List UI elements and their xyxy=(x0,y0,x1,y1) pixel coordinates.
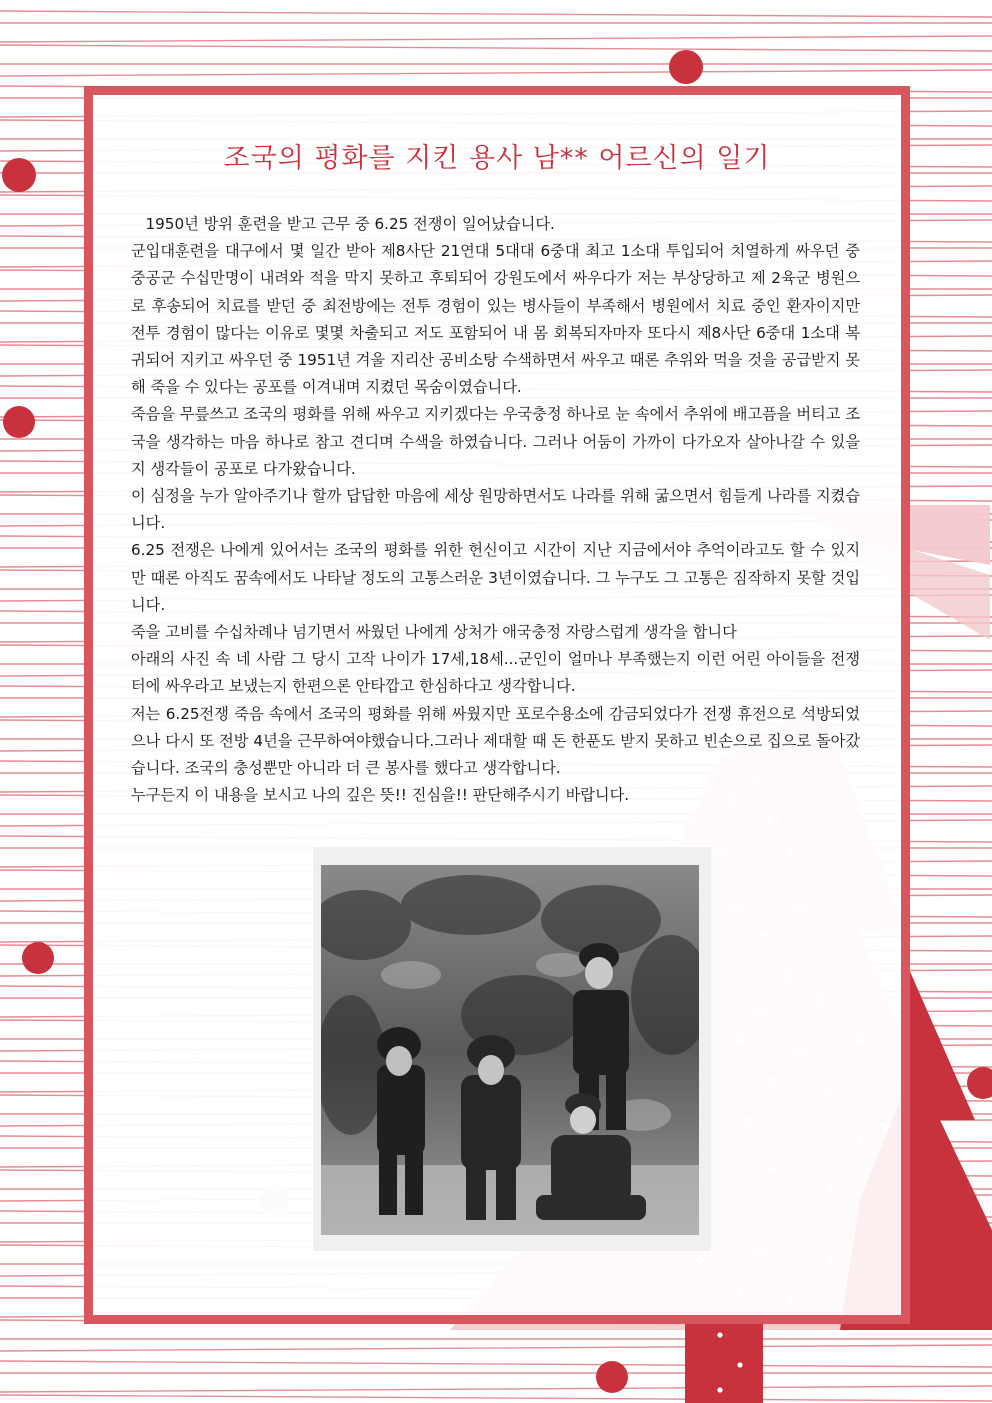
paragraph: 6.25 전쟁은 나에게 있어서는 조국의 평화를 위한 헌신이고 시간이 지난 지금에서야 추억이라고도 할 수 있지만 때론 아직도 꿈속에서도 나타날 정도의 고통스러운 3년이였습니다. 그 누구도 그 고통은 짐작하지 못할 것입니다. xyxy=(131,541,860,614)
paragraph: 죽음을 무릎쓰고 조국의 평화를 위해 싸우고 지키겠다는 우국충정 하나로 눈 속에서 추위에 배고픔을 버티고 조국을 생각하는 마음 하나로 참고 견디며 수색을 하였습니다. 그러나 어둠이 가까이 다가오자 살아나갈 수 있을지 생각들이 공포로 다가왔습니다. xyxy=(131,405,860,478)
soldiers-photo xyxy=(313,847,711,1251)
background-stripe xyxy=(0,1395,992,1401)
paragraph: 누구든지 이 내용을 보시고 나의 깊은 뜻!! 진심을!! 판단해주시기 바랍니다. xyxy=(131,786,630,805)
paragraph: 군입대훈련을 대구에서 몇 일간 받아 제8사단 21연대 5대대 6중대 최고 1소대 투입되어 치열하게 싸우던 중 중공군 수십만명이 내려와 적을 막지 못하고 후퇴되어 강원도에서 싸우다가 저는 부상당하고 제 2육군 병원으로 후송되어 치료를 받던 중 최전방에는 전투 경험이 있는 병사들이 부족해서 병원에서 치료 중인 환자이지만 전투 경험이 많다는 이유로 몇몇 차출되고 저도 포함되어 내 몸 회복되자마자 또다시 제8사단 6중대 1소대 복귀되어 지키고 싸우던 중 1951년 겨울 지리산 공비소탕 수색하면서 싸우고 때론 추위와 먹을 것을 공급받지 못해 죽을 수 있다는 공포를 이겨내며 지켰던 목숨이였습니다. xyxy=(131,242,860,397)
paragraph: 저는 6.25전쟁 죽음 속에서 조국의 평화를 위해 싸웠지만 포로수용소에 감금되었다가 전쟁 휴전으로 석방되었으나 다시 또 전방 4년을 근무하여야했습니다.그러나 제대할 때 돈 한푼도 받지 못하고 빈손으로 집으로 돌아갔습니다. 조국의 충성뿐만 아니라 더 큰 봉사를 했다고 생각합니다. xyxy=(131,704,860,778)
deco-dot xyxy=(3,406,35,438)
tree-trunk xyxy=(685,1320,763,1403)
paragraph: 죽을 고비를 수십차례나 넘기면서 싸웠던 나에게 상처가 애국충정 자랑스럽게 생각을 합니다 xyxy=(131,623,737,642)
background-stripe xyxy=(0,1345,992,1351)
background-stripe xyxy=(0,36,992,42)
tree-dot xyxy=(737,1362,742,1367)
paragraph: 이 심정을 누가 알아주기나 할까 답답한 마음에 세상 원망하면서도 나라를 위해 굶으면서 힘들게 나라를 지켰습니다. xyxy=(131,487,860,533)
diary-body xyxy=(131,211,860,809)
background-stripe xyxy=(0,1361,992,1367)
deco-dot xyxy=(22,942,54,974)
background-stripe xyxy=(0,11,992,17)
background-stripe xyxy=(0,1386,992,1392)
paragraph: 아래의 사진 속 네 사람 그 당시 고작 나이가 17세,18세...군인이 얼마나 부족했는지 이런 어린 아이들을 전쟁터에 싸우라고 보냈는지 한편으론 안타깝고 한심하다고 생각합니다. xyxy=(131,650,860,696)
soldiers-photo-icon xyxy=(321,865,699,1235)
deco-dot xyxy=(967,1067,992,1099)
tree-dot xyxy=(717,1332,722,1337)
tree-dot xyxy=(717,1387,722,1392)
background-stripe xyxy=(0,70,992,76)
background-stripe xyxy=(0,45,992,51)
deco-dot xyxy=(2,158,36,192)
page-title: 조국의 평화를 지킨 용사 남** 어르신의 일기 xyxy=(223,143,771,174)
paragraph: 1950년 방위 훈련을 받고 근무 중 6.25 전쟁이 일어났습니다. xyxy=(131,215,555,233)
deco-dot xyxy=(596,1361,628,1393)
deco-dot xyxy=(669,50,703,84)
